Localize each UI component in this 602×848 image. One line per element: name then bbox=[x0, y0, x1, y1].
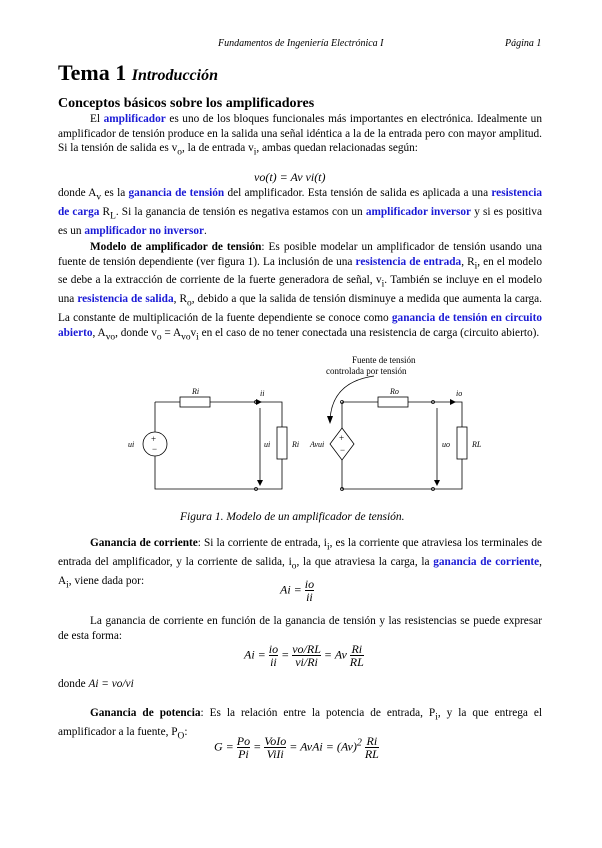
fraction bbox=[292, 643, 321, 668]
numerator: io bbox=[268, 642, 279, 656]
annotation-line1: Fuente de tensión bbox=[352, 355, 416, 365]
text: : bbox=[184, 725, 188, 738]
text: , es la corriente que atraviesa los terminales de entrada del amplificador, y la corriente de salida, i bbox=[58, 537, 542, 568]
text: , y la que entrega el amplificador a la fuente, P bbox=[58, 707, 543, 738]
numerator: io bbox=[304, 577, 315, 591]
eq-mid: = Av bbox=[323, 647, 347, 662]
text: . Si la ganancia de tensión es negativa estamos con un bbox=[115, 205, 366, 218]
chapter-subtitle: Introducción bbox=[131, 67, 218, 84]
annotation-arrow bbox=[330, 376, 374, 420]
label-io: io bbox=[456, 389, 463, 398]
arrowhead bbox=[434, 480, 440, 486]
fraction bbox=[264, 735, 286, 760]
page-number: Página 1 bbox=[505, 38, 542, 49]
arrowhead bbox=[327, 416, 333, 424]
figure-caption: Figura 1. Modelo de un amplificador de tensión. bbox=[180, 511, 405, 523]
text: es uno de los bloques funcionales más importantes en electrónica. Idealmente un amplificador de tensión produce en la salida una señal idéntica a la de la entrada pero con mayor amplitud. Si la tensión de salida es v bbox=[58, 113, 542, 155]
text: = A bbox=[161, 326, 182, 339]
text: y si es positiva es un bbox=[58, 205, 542, 237]
text: v bbox=[190, 326, 197, 339]
paragraph-current-gain: Ganancia de corriente: Si la corriente de entrada, $i_i$, es la corriente que atraviesa los terminales de entrada del amplificador, y la corriente de salida, $i_o$, la que atraviesa la carga, la ganancia de corriente, $A_i$, viene dada por: bbox=[58, 537, 542, 590]
numerator: vo/RL bbox=[292, 642, 321, 656]
chapter-title bbox=[58, 60, 218, 86]
text: , R bbox=[461, 255, 475, 268]
eq-lhs: Ai = bbox=[244, 647, 266, 662]
resistor-ri-series bbox=[180, 397, 210, 407]
eq-lhs: Ai = bbox=[280, 582, 302, 597]
exponent: 2 bbox=[356, 737, 362, 749]
wire bbox=[155, 456, 256, 489]
text: , la que atraviesa la carga, la bbox=[296, 555, 434, 568]
eq-mid: = AvAi = (Av) bbox=[289, 739, 357, 754]
keyword-ganancia-tension: ganancia de tensión bbox=[128, 187, 225, 199]
chapter-number: Tema 1 bbox=[58, 60, 127, 85]
source-plus: + bbox=[151, 434, 157, 444]
dep-minus: − bbox=[340, 445, 346, 455]
text: , A bbox=[92, 326, 106, 339]
paragraph-where bbox=[58, 677, 542, 692]
text: es la bbox=[101, 187, 129, 199]
text: del amplificador. Esta tensión de salida es aplicada a una bbox=[224, 187, 492, 199]
numerator: Ri bbox=[351, 642, 363, 656]
text: , debido a que la salida de tensión disminuye a medida que aumenta la carga. La constante de multiplicación de la fuente dependiente se conoce como bbox=[58, 293, 543, 325]
running-header: Fundamentos de Ingeniería Electrónica I bbox=[218, 38, 384, 49]
text: R bbox=[99, 205, 111, 218]
annotation-line2: controlada por tensión bbox=[326, 366, 407, 376]
text: . También se incluye en el modelo una bbox=[58, 274, 542, 306]
text: , la de entrada v bbox=[181, 142, 254, 155]
keyword-ganancia-corriente: ganancia de corriente bbox=[433, 555, 540, 568]
fraction bbox=[305, 578, 314, 603]
current-arrow-io bbox=[450, 399, 456, 405]
fraction bbox=[365, 735, 379, 760]
label-ui-source: ui bbox=[128, 440, 135, 449]
label-ro: Ro bbox=[390, 387, 399, 396]
dep-plus: + bbox=[339, 433, 345, 443]
denominator: vi/Ri bbox=[295, 655, 318, 669]
fraction bbox=[269, 643, 278, 668]
lead-modelo: Modelo de amplificador de tensión bbox=[90, 241, 262, 253]
equation-voltage-gain: vo(t) = Av vi(t) bbox=[254, 170, 326, 184]
resistor-ro bbox=[378, 397, 408, 407]
label-ri-series: Ri bbox=[192, 387, 200, 396]
label-rl: RL bbox=[472, 440, 482, 449]
label-ii: ii bbox=[260, 389, 265, 398]
lead-ganancia-potencia: Ganancia de potencia bbox=[90, 707, 201, 719]
text: El bbox=[90, 113, 104, 125]
keyword-resistencia-salida: resistencia de salida bbox=[77, 293, 174, 306]
denominator: ii bbox=[270, 655, 277, 669]
keyword-ganancia-circuito-abierto: ganancia de tensión en circuito abierto bbox=[58, 312, 542, 339]
numerator: Ri bbox=[366, 734, 378, 748]
text: : Es posible modelar un amplificador de tensión usando una fuente de tensión dependiente (ver figura 1). La inclusión de una bbox=[58, 241, 543, 268]
numerator: Po bbox=[236, 734, 251, 748]
numerator: VoIo bbox=[264, 734, 287, 748]
text: , ambas quedan relacionadas según: bbox=[256, 142, 418, 155]
label-uo: uo bbox=[442, 440, 450, 449]
fraction bbox=[237, 735, 250, 760]
text: , en el modelo se debe a la extracción de corriente de la fuerte generadora de señal, v bbox=[58, 255, 543, 287]
text: , donde v bbox=[115, 326, 157, 339]
equation-power-gain: G = $\frac{Po}{Pi}$ = $\frac{\text{VoIo}}{\text{ViIi}}$ = AvAi = $(Av)^2$ $\frac{Ri}{RL}$ bbox=[214, 734, 379, 761]
resistor-rl bbox=[457, 427, 467, 459]
keyword-amplificador: amplificador bbox=[103, 113, 166, 125]
text: , A bbox=[58, 555, 542, 587]
denominator: Pi bbox=[238, 747, 249, 761]
lead-ganancia-corriente: Ganancia de corriente bbox=[90, 537, 198, 549]
denominator: RL bbox=[349, 655, 364, 669]
keyword-resistencia-entrada: resistencia de entrada bbox=[355, 255, 462, 268]
paragraph-current-expression: La ganancia de corriente en función de la ganancia de tensión y las resistencias se puede expresar de esta forma: bbox=[58, 615, 542, 642]
label-ri-shunt: Ri bbox=[292, 440, 300, 449]
denominator: ViIi bbox=[266, 747, 284, 761]
text: : Es la relación entre la potencia de entrada, P bbox=[200, 707, 436, 719]
text: donde bbox=[58, 678, 89, 690]
eq-lhs: G = bbox=[214, 739, 234, 754]
denominator: ii bbox=[306, 590, 313, 604]
section-heading: Conceptos básicos sobre los amplificadores bbox=[58, 96, 315, 111]
keyword-amplificador-inversor: amplificador inversor bbox=[365, 205, 472, 218]
wire bbox=[342, 460, 433, 489]
source-minus: − bbox=[152, 444, 158, 454]
paragraph-model: Modelo de amplificador de tensión: Es posible modelar un amplificador de tensión usando una fuente de tensión dependiente (ver figura 1). La inclusión de una resistencia de entrada, $R_i$, en el modelo se debe a la extracción de corriente de la fuerte generadora de señal, $v_i$. También se incluye en el modelo una resistencia de salida, $R_o$, debido a que la salida de tensión disminuye a medida que aumenta la carga. La constante de multiplicación de la fuente dependiente se conoce como ganancia de tensión en circuito abierto, $A_{vo}$, donde $v_o = A_{vo}v_i$ en el caso de no tener conectada una resistencia de carga (circuito abierto). bbox=[58, 241, 543, 342]
text: donde A bbox=[58, 187, 97, 199]
paragraph-gain: donde $A_v$ es la ganancia de tensión del amplificador. Esta tensión de salida es aplicada a una resistencia de carga $R_L$. Si la ganancia de tensión es negativa estamos con un amplificador inversor y si es positiva es un amplificador no inversor. bbox=[58, 187, 542, 237]
current-arrow-ii bbox=[256, 399, 262, 405]
arrowhead bbox=[257, 480, 263, 486]
denominator: RL bbox=[364, 747, 379, 761]
keyword-resistencia-carga: resistencia de carga bbox=[58, 187, 542, 218]
label-av-ui: Avui bbox=[310, 440, 325, 449]
resistor-ri-shunt bbox=[277, 427, 287, 459]
text: , R bbox=[173, 293, 187, 306]
fraction bbox=[350, 643, 364, 668]
inline-equation: Ai = vo/vi bbox=[88, 678, 134, 690]
circuit-diagram bbox=[110, 352, 500, 504]
equation-current-gain bbox=[280, 578, 314, 603]
equation-current-gain-expanded: Ai = $\frac{io}{ii}$ = $\frac{vo/RL}{vi/Ri}$ = Av $\frac{Ri}{RL}$ bbox=[244, 642, 364, 669]
label-ui: ui bbox=[264, 440, 271, 449]
paragraph-power-gain: Ganancia de potencia: Es la relación entre la potencia de entrada, $P_i$, y la que entrega el amplificador a la fuente, $P_O$: bbox=[58, 707, 543, 742]
paragraph-intro: El amplificador es uno de los bloques funcionales más importantes en electrónica. Idealmente un amplificador de tensión produce en la salida una señal idéntica a la de la entrada pero con mayor amplitud. Si la tensión de salida es $v_o$, la de entrada $v_i$, ambas quedan relacionadas según: bbox=[58, 113, 542, 158]
text: . bbox=[204, 224, 207, 237]
text: , viene dada por: bbox=[68, 574, 145, 587]
text: en el caso de no tener conectada una resistencia de carga (circuito abierto). bbox=[198, 326, 540, 339]
text: : Si la corriente de entrada, i bbox=[197, 537, 327, 549]
keyword-amplificador-no-inversor: amplificador no inversor bbox=[84, 224, 205, 237]
wire bbox=[408, 402, 462, 427]
